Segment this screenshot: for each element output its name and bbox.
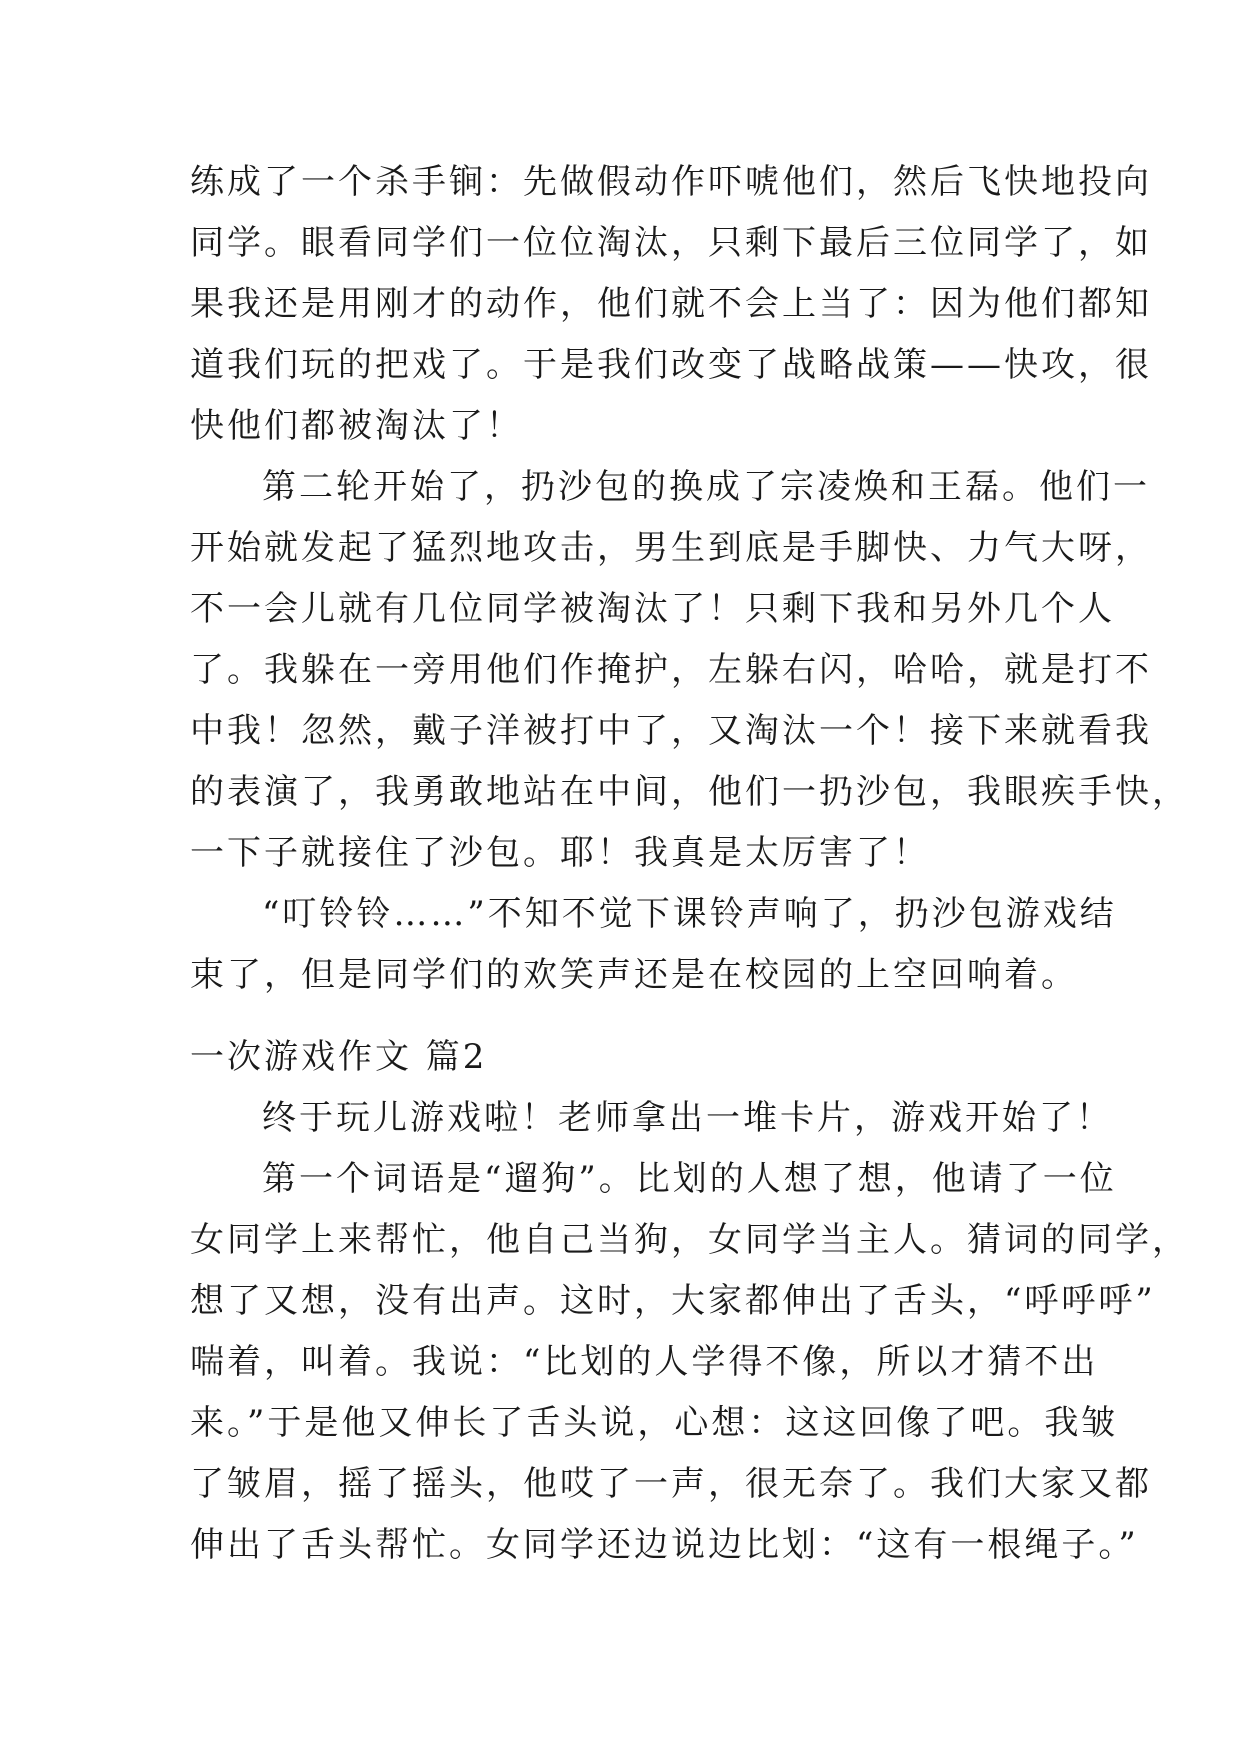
section-heading: 一次游戏作文 篇2 <box>190 1037 488 1077</box>
paragraph-first-line: 终于玩儿游戏啦！老师拿出一堆卡片，游戏开始了！ <box>262 1098 1113 1138</box>
text-line: 开始就发起了猛烈地攻击，男生到底是手脚快、力气大呀， <box>190 528 1152 568</box>
text-line: 果我还是用刚才的动作，他们就不会上当了：因为他们都知 <box>190 284 1152 324</box>
text-line: 伸出了舌头帮忙。女同学还边说边比划：“这有一根绳子。” <box>190 1525 1139 1565</box>
text-line: 同学。眼看同学们一位位淘汰，只剩下最后三位同学了，如 <box>190 223 1152 263</box>
text-line: 束了，但是同学们的欢笑声还是在校园的上空回响着。 <box>190 955 1078 995</box>
essay-section-2 <box>190 1027 1189 1576</box>
paragraph-first-line: “叮铃铃……”不知不觉下课铃声响了，扔沙包游戏结 <box>262 894 1117 934</box>
text-line: 了。我躲在一旁用他们作掩护，左躲右闪，哈哈，就是打不 <box>190 650 1152 690</box>
text-line: 一下子就接住了沙包。耶！我真是太厉害了！ <box>190 833 930 873</box>
text-line: 不一会儿就有几位同学被淘汰了！只剩下我和另外几个人 <box>190 589 1115 629</box>
paragraph-first-line: 第二轮开始了，扔沙包的换成了宗凌焕和王磊。他们一 <box>262 467 1150 507</box>
text-line: 的表演了，我勇敢地站在中间，他们一扔沙包，我眼疾手快， <box>190 772 1189 812</box>
text-line: 来。”于是他又伸长了舌头说，心想：这这回像了吧。我皱 <box>190 1403 1119 1443</box>
text-line: 快他们都被淘汰了！ <box>190 406 523 446</box>
text-line: 道我们玩的把戏了。于是我们改变了战略战策——快攻，很 <box>190 345 1152 385</box>
paragraph-first-line: 第一个词语是“遛狗”。比划的人想了想，他请了一位 <box>262 1159 1117 1199</box>
text-line: 中我！忽然，戴子洋被打中了，又淘汰一个！接下来就看我 <box>190 711 1152 751</box>
text-line: 女同学上来帮忙，他自己当狗，女同学当主人。猜词的同学， <box>190 1220 1189 1260</box>
text-line: 练成了一个杀手锏：先做假动作吓唬他们，然后飞快地投向 <box>190 162 1152 202</box>
essay-section-1 <box>190 152 1189 1006</box>
text-line: 了皱眉，摇了摇头，他哎了一声，很无奈了。我们大家又都 <box>190 1464 1152 1504</box>
text-line: 想了又想，没有出声。这时，大家都伸出了舌头，“呼呼呼” <box>190 1281 1156 1321</box>
text-line: 喘着，叫着。我说：“比划的人学得不像，所以才猜不出 <box>190 1342 1099 1382</box>
